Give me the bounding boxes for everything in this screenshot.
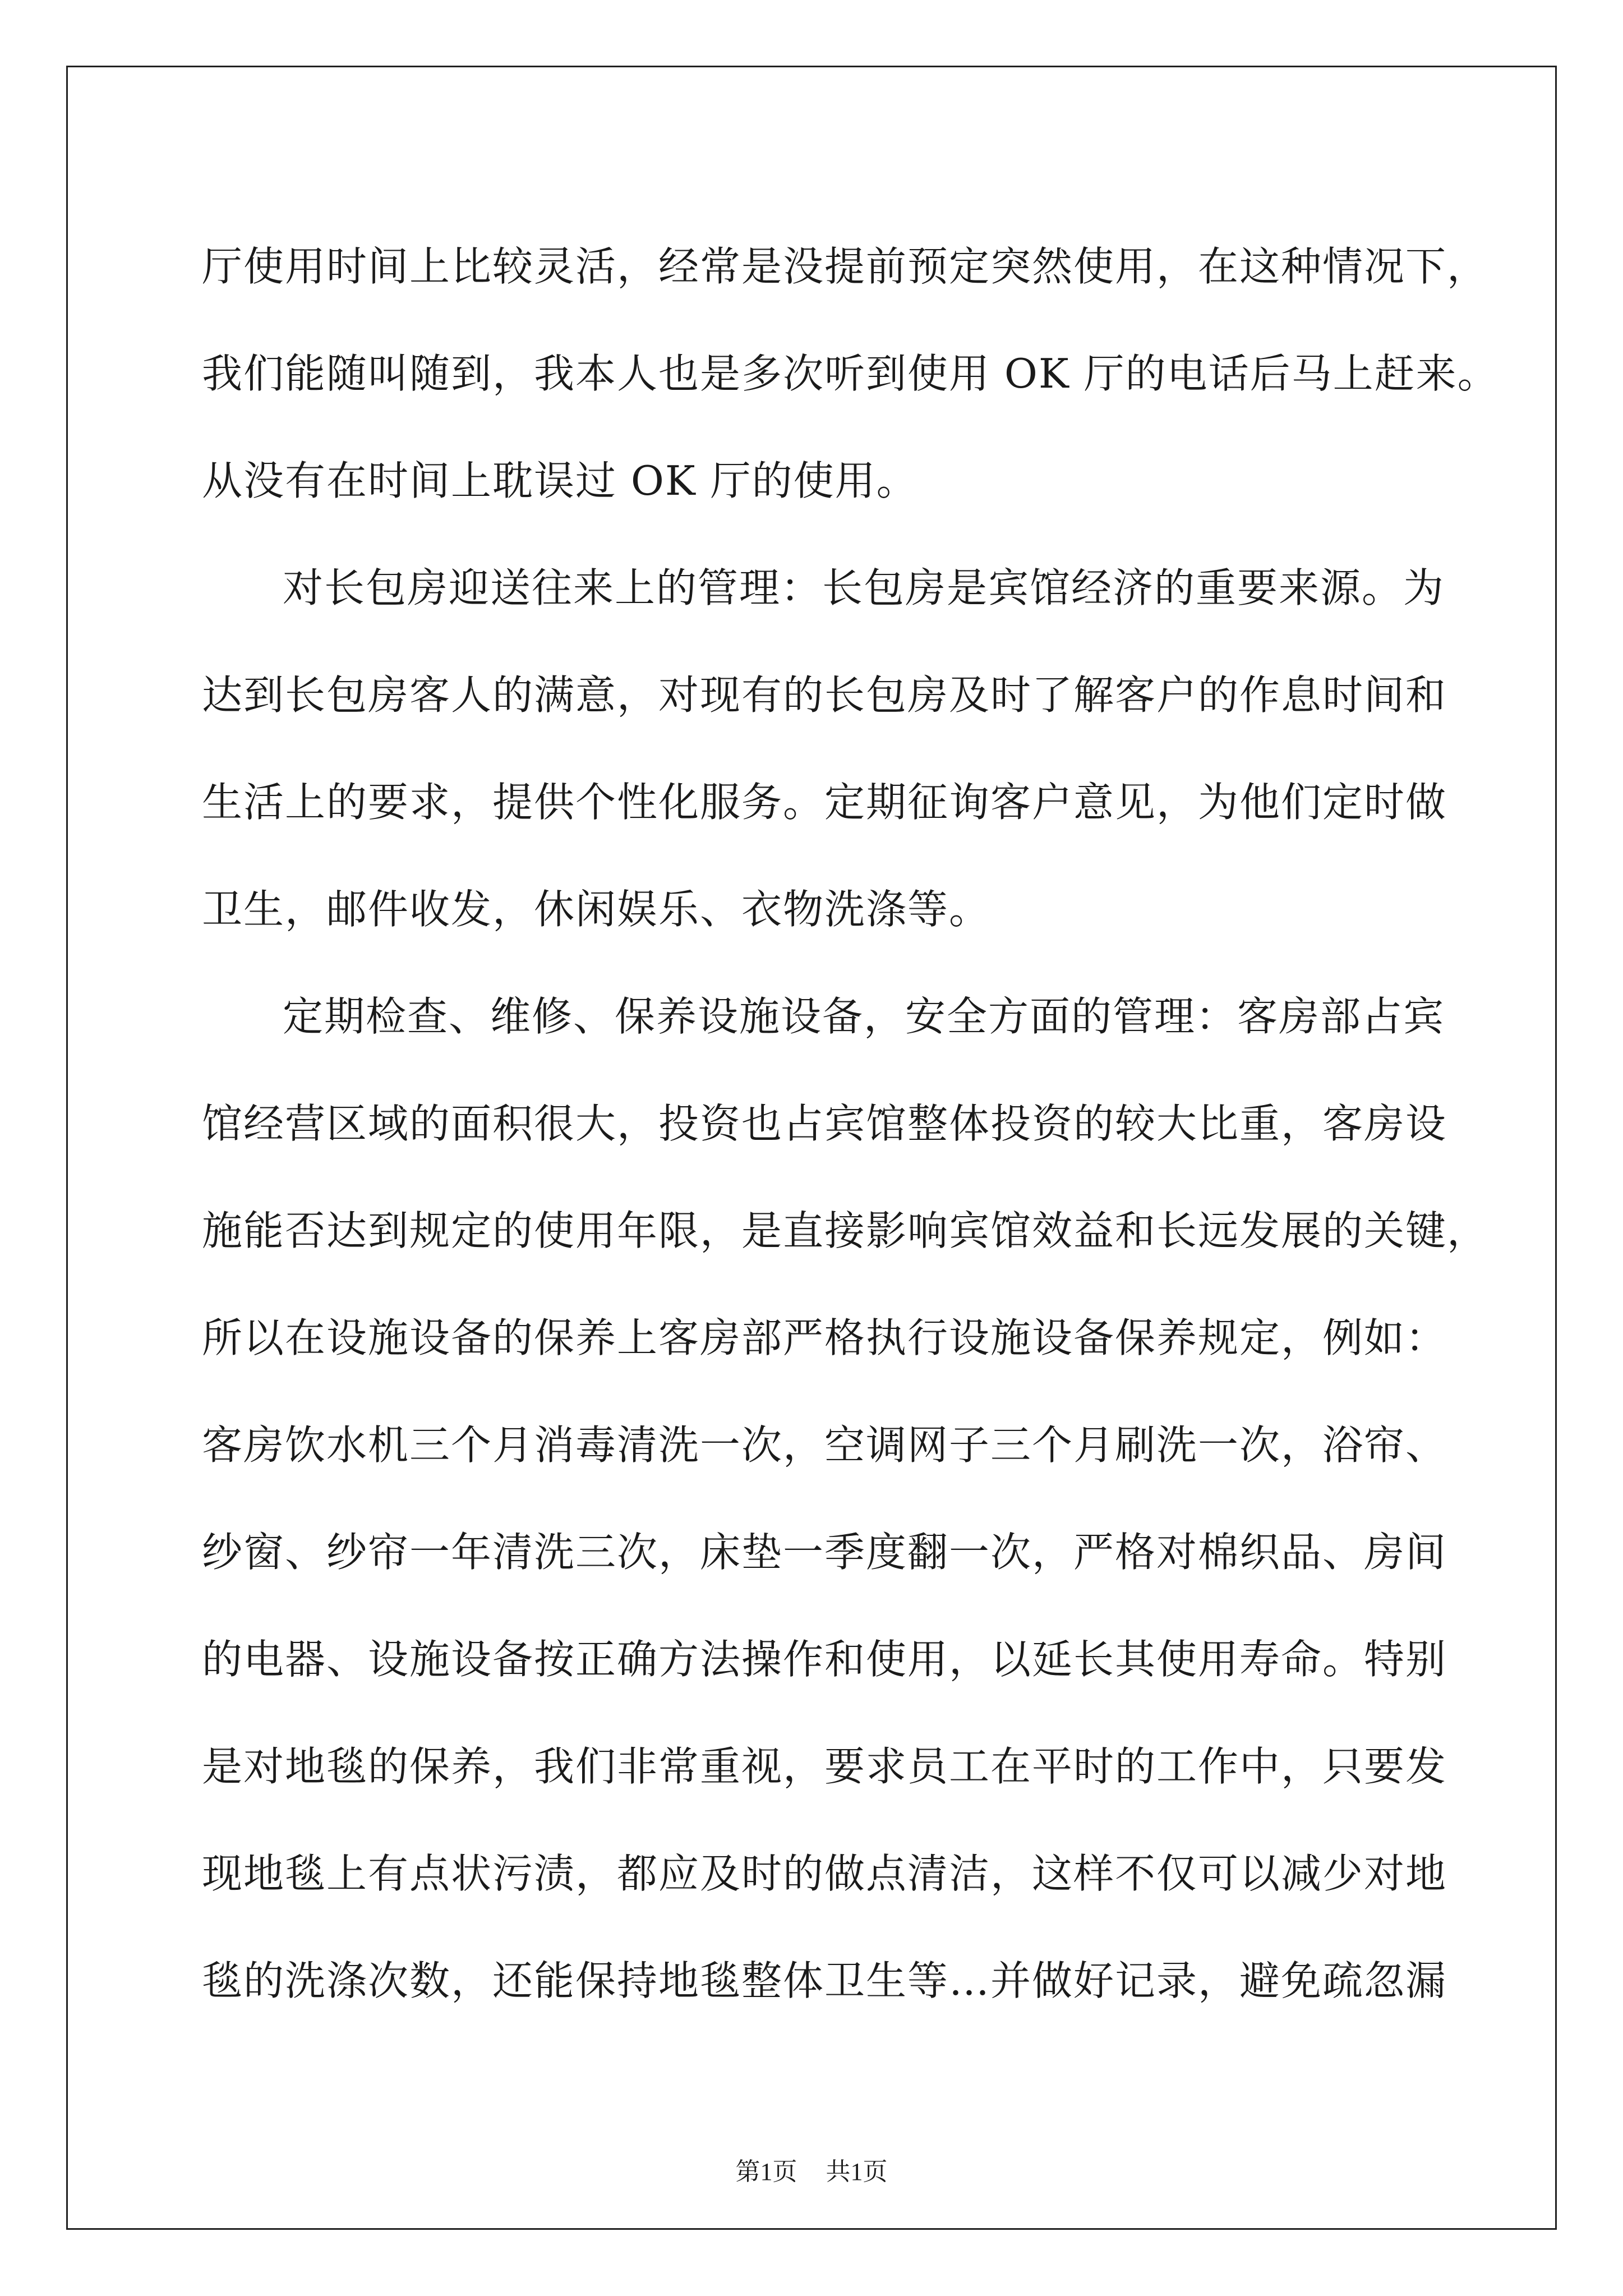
page-number: 第1页 [735,2158,797,2185]
text-line: 我们能随叫随到，我本人也是多次听到使用 OK 厅的电话后马上赶来。 [202,350,1499,397]
text-line: 从没有在时间上耽误过 OK 厅的使用。 [202,457,918,504]
text-line: 纱窗、纱帘一年清洗三次，床垫一季度翻一次，严格对棉织品、房间 [202,1529,1447,1576]
text-line: 的电器、设施设备按正确方法操作和使用，以延长其使用寿命。特别 [202,1636,1447,1683]
text-line: 对长包房迎送往来上的管理：长包房是宾馆经济的重要来源。为 [283,564,1445,611]
text-line: 是对地毯的保养，我们非常重视，要求员工在平时的工作中，只要发 [202,1743,1447,1790]
page-footer [0,2151,1623,2187]
page-total: 共1页 [826,2158,888,2185]
text-line: 所以在设施设备的保养上客房部严格执行设施设备保养规定，例如： [202,1314,1447,1361]
text-line: 现地毯上有点状污渍，都应及时的做点清洁，这样不仅可以减少对地 [202,1850,1447,1897]
text-line: 达到长包房客人的满意，对现有的长包房及时了解客户的作息时间和 [202,671,1447,719]
document-body [202,213,1499,2035]
text-line: 定期检查、维修、保养设施设备，安全方面的管理：客房部占宾 [283,993,1445,1040]
text-line: 厅使用时间上比较灵活，经常是没提前预定突然使用，在这种情况下， [202,243,1489,290]
text-line: 生活上的要求，提供个性化服务。定期征询客户意见，为他们定时做 [202,779,1447,826]
text-line: 施能否达到规定的使用年限，是直接影响宾馆效益和长远发展的关键， [202,1207,1489,1254]
text-line: 毯的洗涤次数，还能保持地毯整体卫生等…并做好记录，避免疏忽漏 [202,1957,1447,2004]
text-line: 馆经营区域的面积很大，投资也占宾馆整体投资的较大比重，客房设 [202,1100,1447,1147]
text-line: 卫生，邮件收发，休闲娱乐、衣物洗涤等。 [202,886,991,933]
text-line: 客房饮水机三个月消毒清洗一次，空调网子三个月刷洗一次，浴帘、 [202,1421,1447,1469]
